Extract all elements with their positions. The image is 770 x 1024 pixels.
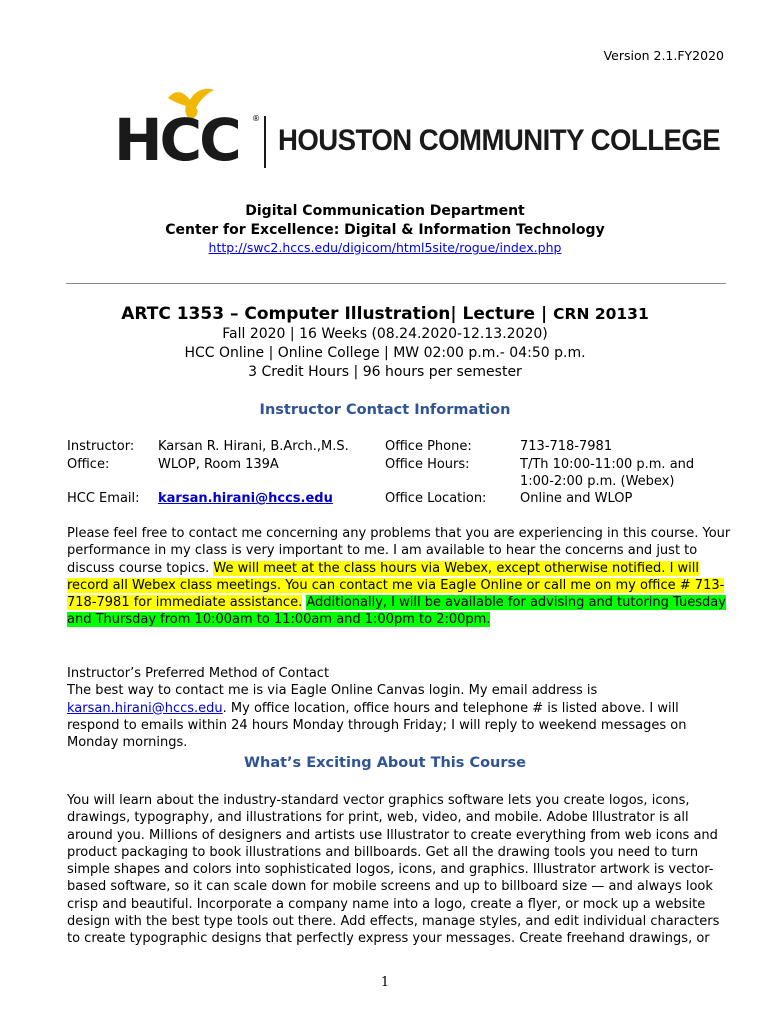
email-label: HCC Email: <box>67 491 140 506</box>
location-value: Online and WLOP <box>520 491 633 506</box>
hours-value-1: T/Th 10:00-11:00 p.m. and <box>520 457 695 472</box>
version-label: Version 2.1.FY2020 <box>603 48 724 63</box>
contact-yellow-highlight: We will meet at the class hours via Webex, except otherwise notified. I will record all Webex class meetings. You can contact me via Eagle Online or call me on my office # 713-718-7981 for immediate assistance. <box>67 560 725 611</box>
course-term: Fall 2020 | 16 Weeks (08.24.2020-12.13.2020) <box>222 326 548 342</box>
exciting-course-body: You will learn about the industry-standard vector graphics software lets you create logos, icons, drawings, typography, and illustrations for print, web, video, and mobile. Adobe Illustrator is all around you. Millions of designers and artists use Illustrator to create everything from web icons and product packaging to book illustrations and billboards. Get all the drawing tools you need to turn simple shapes and colors into sophisticated logos, icons, and graphics. Illustrator artwork is vector-based software, so it can scale down for mobile screens and up to billboard size — and always look crisp and beautiful. Incorporate a company name into a logo, create a flyer, or mock up a website design with the best type tools out there. Add effects, manage styles, and edit individual characters to create typographic designs that perfectly express your messages. Create freehand drawings, or <box>67 793 720 947</box>
preferred-contact-line: The best way to contact me is via Eagle Online Canvas login. My email address is <box>67 683 598 699</box>
horizontal-rule <box>66 283 726 284</box>
contact-plain-text: Please feel free to contact me concerning any problems that you are experiencing in this course. Your performance in my class is very important to me. I am available to hear the concerns and just to discuss course topics. <box>67 526 731 576</box>
center-of-excellence: Center for Excellence: Digital & Information Technology <box>165 222 605 238</box>
course-title-text: ARTC 1353 – Computer Illustration| Lecture | <box>121 304 554 324</box>
preferred-contact-rest: . My office location, office hours and telephone # is listed above. I will respond to emails within 24 hours Monday through Friday; I will reply to weekend messages on Monday mornings. <box>67 700 687 751</box>
course-title <box>0 304 770 324</box>
office-value: WLOP, Room 139A <box>158 457 279 472</box>
page-number: 1 <box>380 975 390 990</box>
course-credits: 3 Credit Hours | 96 hours per semester <box>248 364 522 380</box>
instructor-label: Instructor: <box>67 439 135 454</box>
course-schedule: HCC Online | Online College | MW 02:00 p.m.- 04:50 p.m. <box>184 345 586 361</box>
contact-paragraph <box>67 525 732 629</box>
course-crn: CRN 20131 <box>553 305 649 323</box>
logo-divider <box>264 116 266 168</box>
registered-mark: ® <box>252 114 260 123</box>
exciting-course-heading: What’s Exciting About This Course <box>244 755 526 771</box>
hours-value-2: 1:00-2:00 p.m. (Webex) <box>520 474 675 489</box>
preferred-contact-title: Instructor’s Preferred Method of Contact <box>67 666 330 681</box>
department-name: Digital Communication Department <box>245 203 525 219</box>
department-link[interactable]: http://swc2.hccs.edu/digicom/html5site/rogue/index.php <box>208 240 562 255</box>
phone-label: Office Phone: <box>385 439 472 454</box>
logo-college-name: HOUSTON COMMUNITY COLLEGE <box>278 124 721 157</box>
hours-label: Office Hours: <box>385 457 470 472</box>
preferred-contact-paragraph <box>67 665 732 751</box>
office-label: Office: <box>67 457 110 472</box>
email-link[interactable]: karsan.hirani@hccs.edu <box>158 491 333 506</box>
contact-green-highlight: Additionally, I will be available for advising and tutoring Tuesday and Thursday from 10:00am to 11:00am and 1:00pm to 2:00pm. <box>67 595 726 628</box>
instructor-value: Karsan R. Hirani, B.Arch.,M.S. <box>158 439 349 454</box>
hcc-logo <box>114 84 721 176</box>
location-label: Office Location: <box>385 491 487 506</box>
instructor-contact-heading: Instructor Contact Information <box>259 402 511 418</box>
phone-value: 713-718-7981 <box>520 439 613 454</box>
preferred-contact-email-link[interactable]: karsan.hirani@hccs.edu <box>67 700 223 716</box>
logo-mark: HCC <box>114 106 239 174</box>
